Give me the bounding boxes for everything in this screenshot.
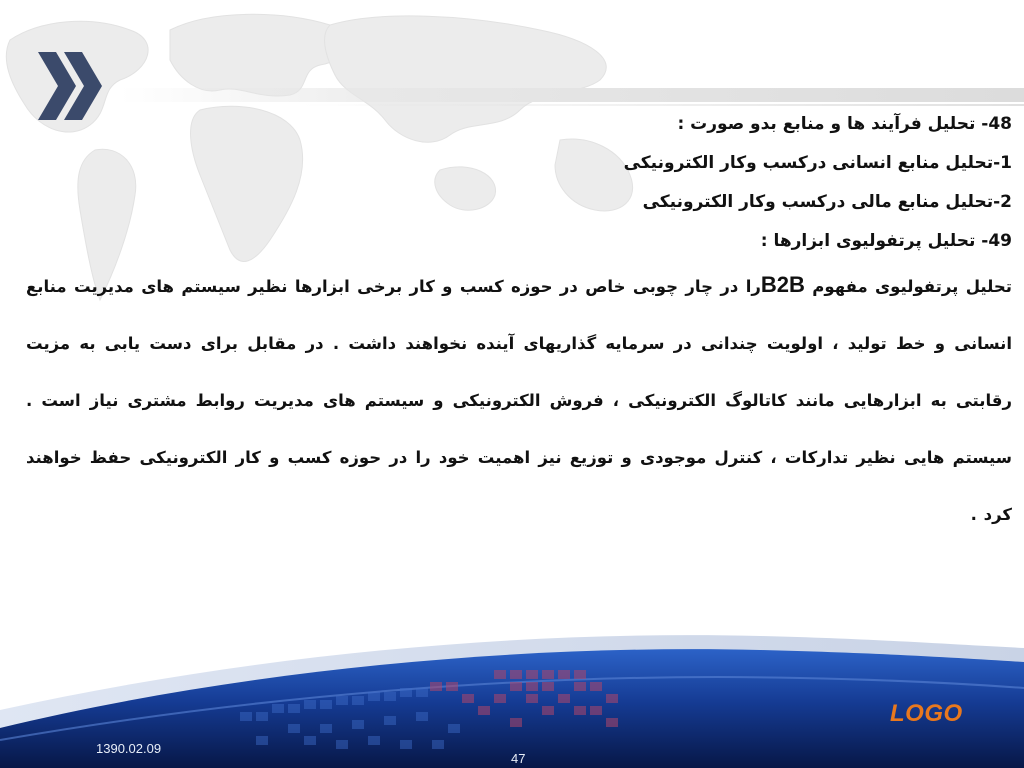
- b2b-term: B2B: [760, 272, 805, 297]
- logo: LOGO: [890, 700, 963, 727]
- body-paragraph: [26, 256, 1012, 543]
- heading-48: 48- تحلیل فرآیند ها و منابع بدو صورت :: [677, 114, 1012, 134]
- header-gradient-bar: [120, 88, 1024, 102]
- list-item-2: 2-تحلیل منابع مالی درکسب وکار الکترونیکی: [642, 192, 1012, 212]
- paragraph-part-after: را در چار چوبی خاص در حوزه کسب و کار برخی ابزارها نظیر سیستم های مدیریت منابع انسانی و خط تولید ، اولویت چندانی در سرمایه گذاریهای آینده نخواهند داشت . در مقابل برای دست یابی به مزیت رقابتی به ابزارهایی مانند کاتالوگ الکترونیکی ، فروش الکترونیکی و سیستم های مدیریت روابط مشتری نیاز است . سیستم هایی نظیر تدارکات ، کنترل موجودی و توزیع نیز اهمیت خود را در حوزه کسب و کار الکترونیکی حفظ خواهند کرد .: [26, 277, 1012, 524]
- heading-49: 49- تحلیل پرتفولیوی ابزارها :: [760, 231, 1012, 251]
- footer-date: 1390.02.09: [96, 741, 162, 756]
- page-number: 47: [511, 751, 526, 766]
- paragraph-part-before: تحلیل پرتفولیوی مفهوم: [804, 277, 1012, 296]
- header-divider-line: [300, 104, 1024, 106]
- slide-content: [26, 110, 1012, 560]
- list-item-1: 1-تحلیل منابع انسانی درکسب وکار الکترونیکی: [623, 153, 1012, 173]
